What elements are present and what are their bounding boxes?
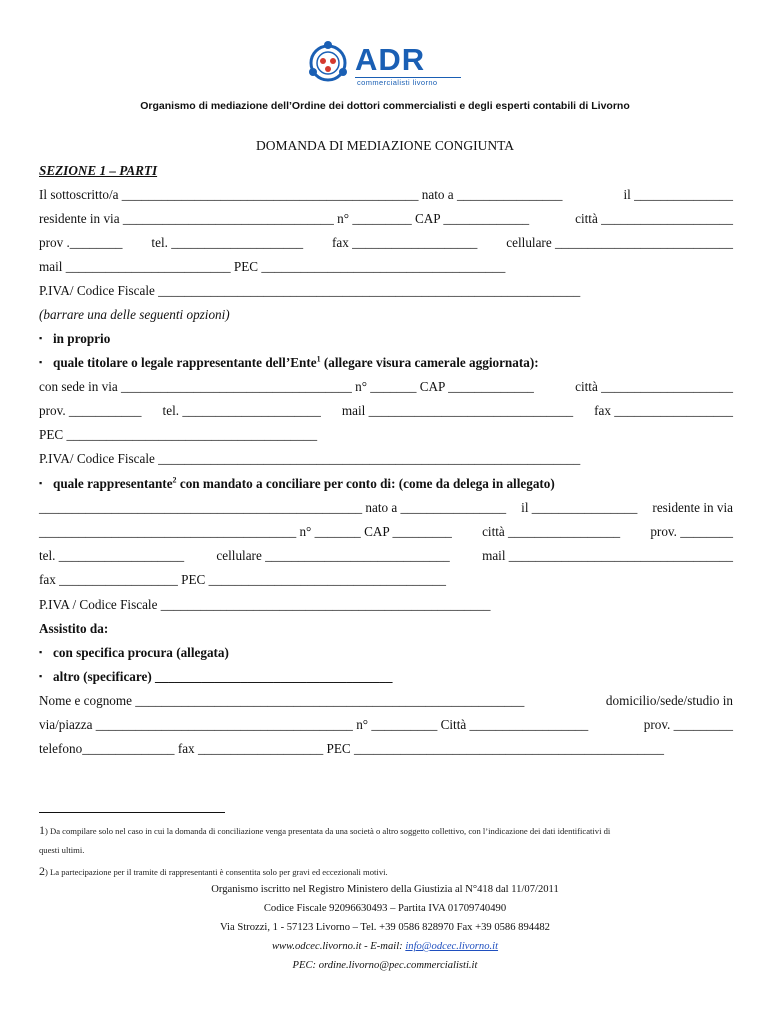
represented-mail-field[interactable]: mail __________________________________ [482, 548, 733, 563]
mobile-field[interactable]: cellulare ___________________________ [506, 235, 733, 250]
fax-field[interactable]: fax ___________________ [331, 235, 478, 250]
name-birth-field[interactable]: Il sottoscritto/a _____________________________________________ nato a ________________ [39, 187, 563, 202]
assistant-address-field[interactable]: via/piazza _______________________________________ n° __________ Città __________________ [39, 717, 589, 732]
form-row-name [39, 187, 733, 203]
logo-title: ADR [355, 42, 426, 77]
section-title: SEZIONE 1 – PARTI [39, 163, 158, 178]
organization-name: Organismo di mediazione dell’Ordine dei dottori commercialisti e degli esperti contabili di Livorno [140, 100, 630, 112]
logo-subtitle: commercialisti livorno [357, 78, 438, 87]
footer-web-email: www.odcec.livorno.it - E-mail: info@odcec.livorno.it [271, 941, 499, 952]
option-in-proprio[interactable]: ▪ in proprio [39, 331, 111, 346]
represented-fax-pec-field[interactable]: fax __________________ PEC ____________________________________ [39, 572, 446, 587]
assistant-prov-field[interactable]: prov. _________ [643, 717, 733, 732]
bullet-icon: ▪ [39, 333, 43, 343]
option-other[interactable]: ▪ altro (specificare) ____________________________________ [39, 669, 393, 684]
option-representative[interactable]: ▪ quale rappresentante$^2$ con mandato a conciliare per conto di: (come da delega in allegato) [39, 475, 555, 491]
tel-field[interactable]: tel. ____________________ [151, 235, 304, 250]
form-row-assistant-address [39, 717, 733, 733]
form-row-represented [39, 500, 733, 516]
footnote-ref: 1 [316, 354, 321, 364]
option-power-of-attorney[interactable]: ▪ con specifica procura (allegata) [39, 645, 229, 660]
form-row-contacts [39, 235, 733, 251]
represented-vat-field[interactable]: P.IVA / Codice Fiscale __________________________________________________ [39, 597, 491, 612]
represented-residence-label: residente in via [652, 500, 733, 515]
document-title: DOMANDA DI MEDIAZIONE CONGIUNTA [255, 138, 515, 153]
footnote-separator [39, 812, 225, 813]
assistant-domicile-label: domicilio/sede/studio in [605, 693, 733, 708]
seat-address-field[interactable]: con sede in via ___________________________________ n° _______ CAP _____________ [39, 379, 534, 394]
represented-birthdate-field[interactable]: il ________________ [521, 500, 638, 515]
entity-fax-field[interactable]: fax __________________ [594, 403, 733, 418]
represented-prov-field[interactable]: prov. ________ [650, 524, 733, 539]
assistant-contacts-field[interactable]: telefono______________ fax ___________________ PEC _______________________________________________ [39, 741, 664, 756]
footnote-ref: 2 [172, 475, 177, 485]
bullet-icon: ▪ [39, 671, 43, 681]
represented-tel-field[interactable]: tel. ___________________ [39, 548, 185, 563]
represented-city-field[interactable]: città _________________ [482, 524, 621, 539]
footnote-1: 1) Da compilare solo nel caso in cui la domanda di conciliazione venga presentata da una società o altro soggetto collettivo, con l’indicazione dei dati identificativi di [39, 823, 611, 837]
form-row-assistant-name [39, 693, 733, 709]
logo-emblem-icon [305, 40, 351, 86]
prov-field[interactable]: prov .________ [39, 235, 123, 250]
represented-address-field[interactable]: _______________________________________ n° _______ CAP _________ [39, 524, 452, 539]
options-instruction: (barrare una delle seguenti opzioni) [39, 307, 230, 322]
city-field[interactable]: città ____________________ [575, 211, 733, 226]
assistant-name-field[interactable]: Nome e cognome ___________________________________________________________ [39, 693, 525, 708]
seat-city-field[interactable]: città ____________________ [575, 379, 733, 394]
entity-vat-field[interactable]: P.IVA/ Codice Fiscale ________________________________________________________________ [39, 451, 581, 466]
entity-tel-field[interactable]: tel. _____________________ [162, 403, 321, 418]
footnote-2: 2) La partecipazione per il tramite di rappresentanti è consentita solo per gravi ed eccezionali motivi. [39, 864, 388, 878]
adr-logo [305, 40, 465, 88]
vat-field[interactable]: P.IVA/ Codice Fiscale ________________________________________________________________ [39, 283, 581, 298]
form-row-residence [39, 211, 733, 227]
form-row-represented-contacts [39, 548, 733, 564]
bullet-icon: ▪ [39, 478, 43, 488]
footer-pec: PEC: ordine.livorno@pec.commercialisti.it [292, 960, 478, 971]
form-row-seat [39, 379, 733, 395]
mail-pec-field[interactable]: mail _________________________ PEC _____________________________________ [39, 259, 506, 274]
footer-address: Via Strozzi, 1 - 57123 Livorno – Tel. +39 0586 828970 Fax +39 0586 894482 [220, 922, 550, 933]
option-legal-representative[interactable]: ▪ quale titolare o legale rappresentante dell’Ente$^1$ (allegare visura camerale aggiornata): [39, 354, 539, 370]
bullet-icon: ▪ [39, 647, 43, 657]
entity-prov-field[interactable]: prov. ___________ [39, 403, 142, 418]
represented-mobile-field[interactable]: cellulare ____________________________ [216, 548, 450, 563]
residence-field[interactable]: residente in via ________________________________ n° _________ CAP _____________ [39, 211, 530, 226]
form-row-represented-address [39, 524, 733, 540]
represented-name-field[interactable]: _________________________________________________ nato a ________________ [39, 500, 507, 515]
email-link[interactable]: info@odcec.livorno.it [405, 941, 499, 952]
birthdate-field[interactable]: il _______________ [623, 187, 733, 202]
bullet-icon: ▪ [39, 357, 43, 367]
footer-fiscal-code: Codice Fiscale 92096630493 – Partita IVA 01709740490 [263, 903, 507, 914]
footer-registry: Organismo iscritto nel Registro Ministero della Giustizia al N°418 dal 11/07/2011 [211, 884, 559, 895]
entity-pec-field[interactable]: PEC ______________________________________ [39, 427, 318, 442]
footnote-1-continued: questi ultimi. [39, 845, 85, 855]
assisted-by-heading: Assistito da: [39, 621, 109, 636]
form-row-entity-contacts [39, 403, 733, 419]
entity-mail-field[interactable]: mail _______________________________ [341, 403, 574, 418]
